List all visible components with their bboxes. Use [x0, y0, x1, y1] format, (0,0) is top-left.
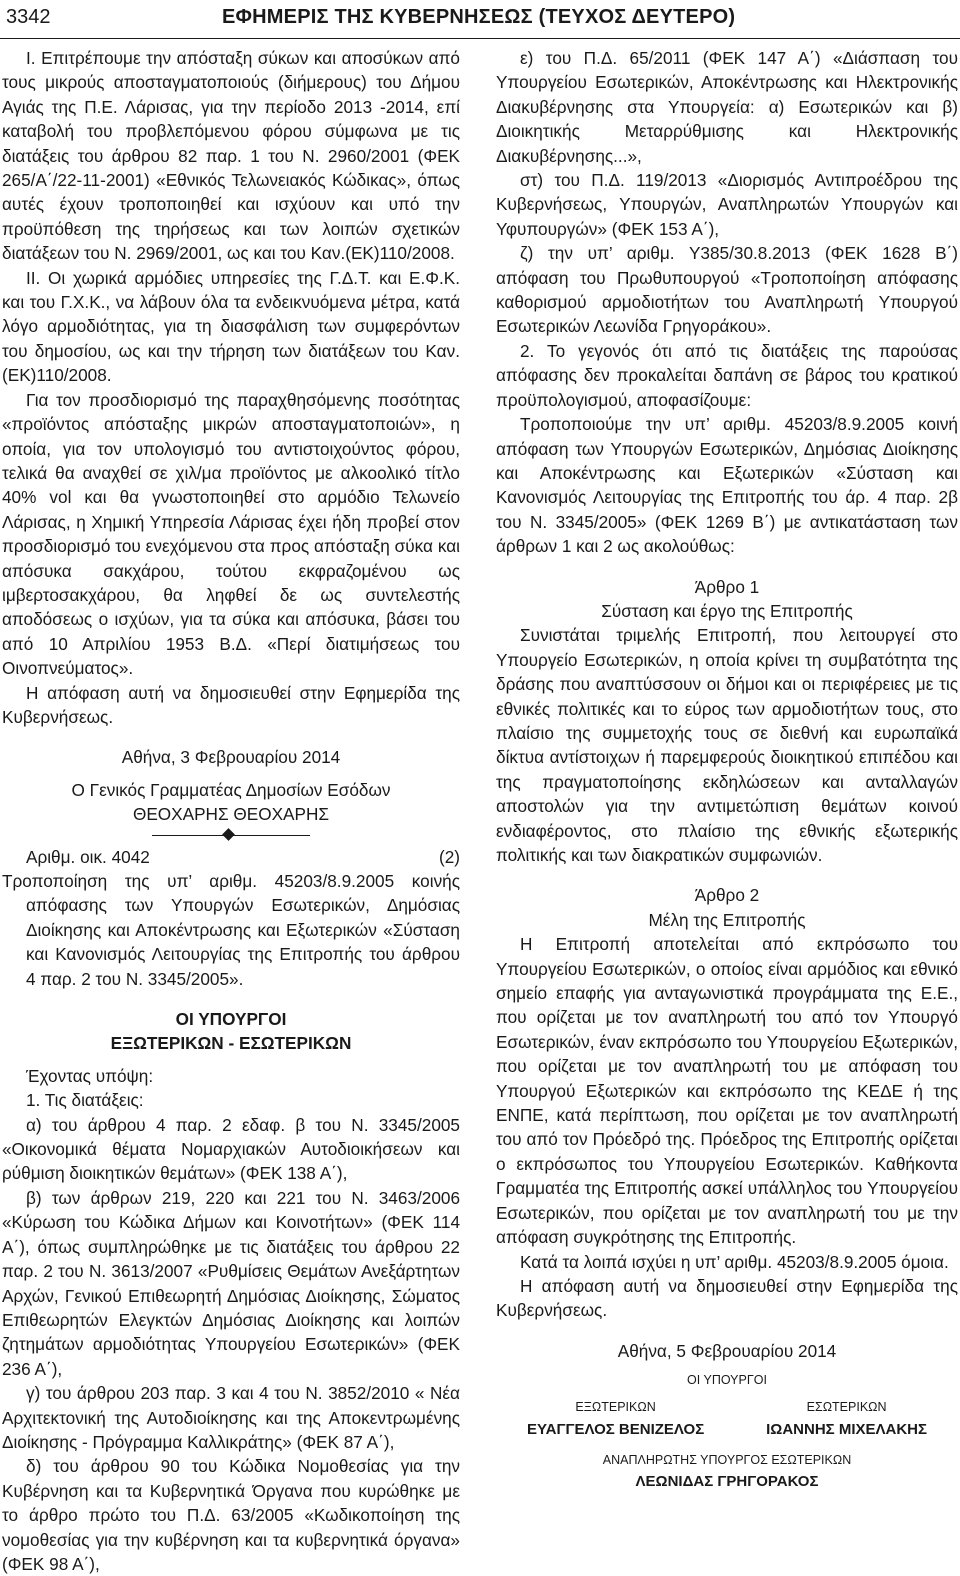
decree-number-row [2, 845, 460, 869]
deputy-minister-name: ΛΕΩΝΙΔΑΣ ΓΡΗΓΟΡΑΚΟΣ [635, 1473, 819, 1491]
article-2-subtitle: Μέλη της Επιτροπής [648, 909, 806, 930]
signature-interior [766, 1397, 927, 1443]
paragraph-amendment: Τροποποιούμε την υπ’ αριθμ. 45203/8.9.2005 κοινή απόφαση των Υπουργών Εσωτερικών, Δημόσιας Διοίκησης και Αποκέντρωσης και Εξωτερικών «Σύσταση και Κανονισμός Λειτουργίας της Επιτροπής του άρ. 4 παρ. 2β του Ν. 3345/2005» (ΦΕΚ 1269 Β΄) με αντικατάσταση των άρθρων 1 και 2 ως ακολούθως: [496, 414, 958, 557]
provision-b: β) των άρθρων 219, 220 και 221 του Ν. 3463/2006 «Κύρωση του Κώδικα Δήμων και Κοινοτήτων» (ΦΕΚ 114 Α΄), όπως συμπληρώθηκε με τις διατάξεις του άρθρου 22 παρ. 2 του Ν. 3613/2007 «Ρυθμίσεις Θεμάτων Ανεξάρτητων Αρχών, Γενικού Επιθεωρητή Δημόσιας Διοίκησης, Σώματος Επιθεωρητών Ελεγκτών Δημόσιας Διοίκησης και λοιπών ζητημάτων αρμοδιότητας Υπουργείου Εσωτερικών» (ΦΕΚ 236 Α΄), [2, 1187, 460, 1379]
provision-d: δ) του άρθρου 90 του Κώδικα Νομοθεσίας για την Κυβέρνηση και τα Κυβερνητικά Όργανα που κυρώθηκε με το άρθρο πρώτο του Π.Δ. 63/2005 «Κωδικοποίηση της νομοθεσίας για την κυβέρνηση και τα κυβερνητικά όργανα» (ΦΕΚ 98 Α΄), [2, 1456, 460, 1574]
signatures-row [496, 1397, 958, 1443]
provision-c: γ) του άρθρου 203 παρ. 3 και 4 του Ν. 3852/2010 « Νέα Αρχιτεκτονική της Αυτοδιοίκησης και της Αποκεντρωμένης Διοίκησης - Πρόγραμμα Καλλικράτης» (ΦΕΚ 87 Α΄), [2, 1383, 460, 1452]
foreign-minister-role: ΕΞΩΤΕΡΙΚΩΝ [575, 1400, 656, 1415]
paragraph-determination: Για τον προσδιορισμό της παραχθησόμενης ποσότητας «προϊόντος απόσταξης μικρών αποσταγματοποιών», η οποία, για τον υπολογισμό του αντιστοιχούντος φόρου, τελικά θα αναχθεί σε χιλ/μα προϊόντος με αλκοολικό τίτλο 40% vol και θα γνωστοποιηθεί στο αρμόδιο Τελωνείο Λάρισας, η Χημική Υπηρεσία Λάρισας έχει ήδη προβεί στον προσδιορισμό του ενεχόμενου στα προς απόσταξη σύκα και απόσυκα σακχάρου, τούτου εκφραζομένου ως ιμβερτοσακχάρου, θα ληφθεί δε ως συντελεστής αποδόσεως ο ισχύων, για τα σύκα και απόσυκα, βάσει του από 10 Απριλίου 1953 Β.Δ. «Περί διατιμήσεως του Οινοπνεύματος». [2, 389, 460, 679]
provisions-intro: 1. Τις διατάξεις: [26, 1090, 144, 1111]
signatory-name: ΘΕΟΧΑΡΗΣ ΘΕΟΧΑΡΗΣ [132, 804, 330, 825]
right-column [496, 46, 958, 1495]
provision-g: ζ) την υπ’ αριθμ. Υ385/30.8.2013 (ΦΕΚ 1628 Β΄) απόφαση του Πρωθυπουργού «Τροποποίηση απόφασης καθορισμού αρμοδιοτήτων του Αναπληρωτή Υπουργού Εσωτερικών Λεωνίδα Γρηγοράκου». [496, 243, 958, 337]
signatory-role: Ο Γενικός Γραμματέας Δημοσίων Εσόδων [71, 779, 391, 800]
diamond-icon [222, 828, 235, 841]
left-column [2, 46, 460, 1576]
interior-minister-name: ΙΩΑΝΝΗΣ ΜΙΧΕΛΑΚΗΣ [766, 1421, 928, 1439]
decree-number: Αριθμ. οικ. 4042 [26, 846, 150, 867]
provision-f: στ) του Π.Δ. 119/2013 «Διορισμός Αντιπροέδρου της Κυβερνήσεως, Υπουργών, Αναπληρωτών Υπουργών και Υφυπουργών» (ΦΕΚ 153 Α΄), [496, 170, 958, 239]
ministers-heading: ΟΙ ΥΠΟΥΡΓΟΙ [175, 1009, 287, 1030]
deputy-minister-role: ΑΝΑΠΛΗΡΩΤΗΣ ΥΠΟΥΡΓΟΣ ΕΣΩΤΕΡΙΚΩΝ [602, 1453, 852, 1468]
ministers-label: ΟΙ ΥΠΟΥΡΓΟΙ [687, 1373, 767, 1388]
having-regard: Έχοντας υπόψη: [26, 1065, 154, 1086]
paragraph-publish: Η απόφαση αυτή να δημοσιευθεί στην Εφημερίδα της Κυβερνήσεως. [496, 1275, 958, 1321]
place-date: Αθήνα, 3 Φεβρουαρίου 2014 [121, 747, 341, 768]
paragraph-publication: Η απόφαση αυτή να δημοσιευθεί στην Εφημερίδα της Κυβερνήσεως. [2, 682, 460, 727]
article-2-title: Άρθρο 2 [694, 885, 760, 906]
foreign-minister-name: ΕΥΑΓΓΕΛΟΣ ΒΕΝΙΖΕΛΟΣ [526, 1421, 705, 1439]
article-1-title: Άρθρο 1 [694, 576, 760, 597]
paragraph-services: ΙΙ. Οι χωρικά αρμόδιες υπηρεσίες της Γ.Δ.Τ. και Ε.Φ.Κ. και του Γ.Χ.Κ., να λάβουν όλα τα ενδεικνυόμενα μέτρα, κατά λόγο αρμοδιότητας, για τη διασφάλιση των συμφερόντων του δημοσίου, ως και την τήρηση των διατάξεων του Καν.(ΕΚ)110/2008. [2, 267, 460, 386]
article-1-subtitle: Σύσταση και έργο της Επιτροπής [601, 600, 853, 621]
decree-sequence: (2) [438, 846, 460, 867]
place-date-right: Αθήνα, 5 Φεβρουαρίου 2014 [617, 1340, 837, 1361]
section-separator [2, 829, 460, 841]
article-1-text: Συνιστάται τριμελής Επιτροπή, που λειτουργεί στο Υπουργείο Εσωτερικών, η οποία κρίνει τη συμβατότητα της δράσης που αναπτύσσουν οι δήμοι και οι περιφέρειες με τις εθνικές πολιτικές και το εύρος των αρμοδιοτήτων τους, στο πλαίσιο της συμμετοχής τους σε διεθνή και ευρωπαϊκά δίκτυα αντίστοιχων ή παρεμφερούς διοικητικού επιπέδου και της πραγματοποίησης εκδηλώσεων και ανταλλαγών αποστολών για την αντιμετώπιση θεμάτων κοινού ενδιαφέροντος, στο πλαίσιο της εθνικής εξωτερικής πολιτικής και των διακρατικών συμφωνιών. [496, 625, 958, 865]
article-2-text: Η Επιτροπή αποτελείται από εκπρόσωπο του Υπουργείου Εσωτερικών, ο οποίος είναι αρμόδιος και εθνικό σημείο επαφής για ανταγωνιστικά προγράμματα της Ε.Ε., που ορίζεται με τον αναπληρωτή του από τον Υπουργό Εσωτερικών, έναν εκπρόσωπο του Υπουργείου Εξωτερικών, που ορίζεται με τον αναπληρωτή του με απόφαση του Υπουργού Εξωτερικών και εκπρόσωπο της ΚΕΔΕ ή της ΕΝΠΕ, κατά περίπτωση, που ορίζεται με τον αναπληρωτή του από τον Πρόεδρό της. Πρόεδρος της Επιτροπής ορίζεται ο εκπρόσωπος του Υπουργείου Εσωτερικών. Καθήκοντα Γραμματέα της Επιτροπής ασκεί υπάλληλος του Υπουργείου Εσωτερικών, που ορίζεται με τον αναπληρωτή του με την απόφαση συγκρότησης της Επιτροπής. [496, 934, 958, 1248]
page-header [0, 0, 960, 39]
paragraph-no-expense: 2. Το γεγονός ότι από τις διατάξεις της παρούσας απόφασης δεν προκαλείται δαπάνη σε βάρος του κρατικού προϋπολογισμού, αποφασίζουμε: [496, 340, 958, 410]
ministries-heading: ΕΞΩΤΕΡΙΚΩΝ - ΕΣΩΤΕΡΙΚΩΝ [110, 1033, 352, 1054]
provision-e: ε) του Π.Δ. 65/2011 (ΦΕΚ 147 Α΄) «Διάσπαση του Υπουργείου Εσωτερικών, Αποκέντρωσης και Ηλεκτρονικής Διακυβέρνησης στα Υπουργεία: α) Εσωτερικών και β) Διοικητικής Μεταρρύθμισης και Ηλεκτρονικής Διακυβέρνησης...», [496, 48, 958, 166]
paragraph-remaining: Κατά τα λοιπά ισχύει η υπ’ αριθμ. 45203/8.9.2005 όμοια. [520, 1251, 949, 1272]
interior-minister-role: ΕΣΩΤΕΡΙΚΩΝ [806, 1400, 887, 1415]
decree-subject: Τροποποίηση της υπ’ αριθμ. 45203/8.9.2005 κοινής απόφασης των Υπουργών Εσωτερικών, Δημόσιας Διοίκησης και Αποκέντρωσης και Εξωτερικών «Σύσταση και Κανονισμός Λειτουργίας της Επιτροπής του άρθρου 4 παρ. 2 του Ν. 3345/2005». [2, 871, 460, 989]
provision-a: α) του άρθρου 4 παρ. 2 εδαφ. β του Ν. 3345/2005 «Οικονομικά θέματα Νομαρχιακών Αυτοδιοικήσεων και ρύθμιση διοικητικών θεμάτων» (ΦΕΚ 138 Α΄), [2, 1114, 460, 1184]
signature-foreign [527, 1397, 704, 1443]
gazette-title: ΕΦΗΜΕΡΙΣ ΤΗΣ ΚΥΒΕΡΝΗΣΕΩΣ (ΤΕΥΧΟΣ ΔΕΥΤΕΡΟ) [222, 6, 736, 28]
paragraph-permission: I. Επιτρέπουμε την απόσταξη σύκων και αποσύκων από τους μικρούς αποσταγματοποιούς (διήμερους) του Δήμου Αγιάς της Π.Ε. Λάρισας, για την περίοδο 2013 -2014, επί καταβολή του προβλεπόμενου φόρου σύμφωνα με τις διατάξεις του άρθρου 82 παρ. 1 του Ν. 2960/2001 (ΦΕΚ 265/Α΄/22-11-2001) «Εθνικός Τελωνειακός Κώδικας», όπως αυτές έχουν τροποποιηθεί και ισχύουν και υπό την προϋπόθεση της τηρήσεως και των λοιπών σχετικών διατάξεων του Ν. 2969/2001, ως και του Καν.(ΕΚ)110/2008. [2, 48, 460, 264]
page-number: 3342 [6, 6, 51, 28]
